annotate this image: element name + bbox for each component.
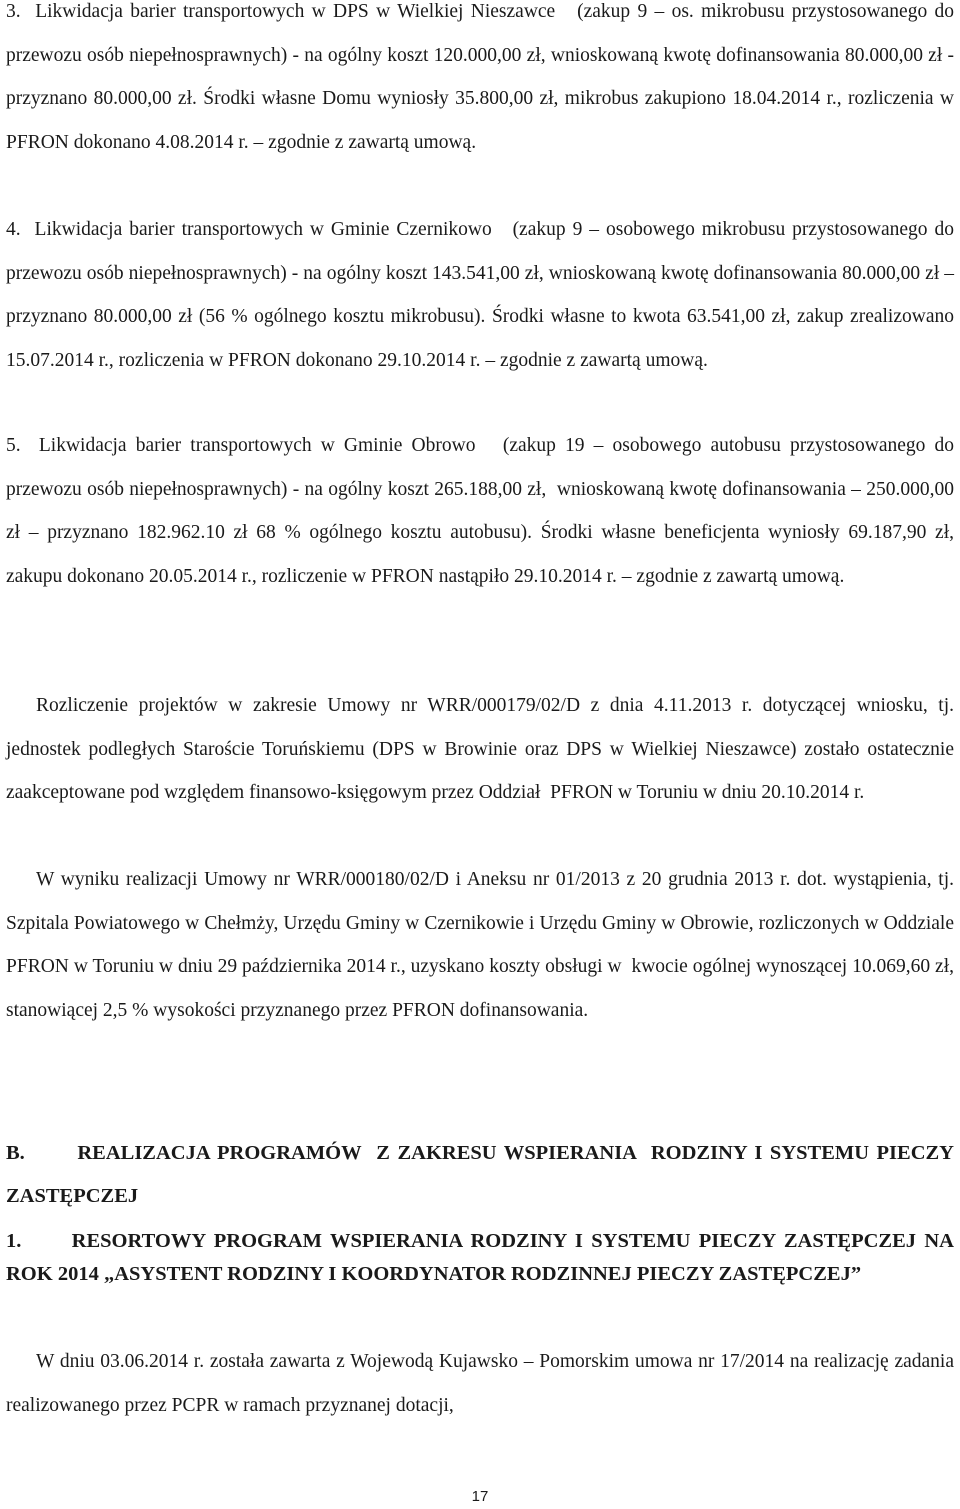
- paragraph-item-4: 4. Likwidacja barier transportowych w Gminie Czernikowo (zakup 9 – osobowego mikrobusu przystosowanego do przewozu osób niepełnosprawnych) - na ogólny koszt 143.541,00 zł, wnioskowaną kwotę dofinansowania 80.000,00 zł – przyznano 80.000,00 zł (56 % ogólnego kosztu mikrobusu). Środki własne to kwota 63.541,00 zł, zakup zrealizowano 15.07.2014 r., rozliczenia w PFRON dokonano 29.10.2014 r. – zgodnie z zawartą umową.: [6, 219, 954, 371]
- paragraph-settlement: Rozliczenie projektów w zakresie Umowy nr WRR/000179/02/D z dnia 4.11.2013 r. dotyczącej wniosku, tj. jednostek podległych Staroście Toruńskiemu (DPS w Browinie oraz DPS w Wielkiej Nieszawce) zostało ostatecznie zaakceptowane pod względem finansowo-księgowym przez Oddział PFRON w Toruniu w dniu 20.10.2014 r.: [6, 695, 954, 804]
- section-b-heading: B. REALIZACJA PROGRAMÓW Z ZAKRESU WSPIERANIA RODZINY I SYSTEMU PIECZY ZASTĘPCZEJ: [6, 1142, 954, 1207]
- paragraph-item-3: 3. Likwidacja barier transportowych w DPS w Wielkiej Nieszawce (zakup 9 – os. mikrobusu przystosowanego do przewozu osób niepełnosprawnych) - na ogólny koszt 120.000,00 zł, wnioskowaną kwotę dofinansowania 80.000,00 zł - przyznano 80.000,00 zł. Środki własne Domu wyniosły 35.800,00 zł, mikrobus zakupiono 18.04.2014 r., rozliczenia w PFRON dokonano 4.08.2014 r. – zgodnie z zawartą umową.: [6, 1, 954, 153]
- paragraph-result: W wyniku realizacji Umowy nr WRR/000180/02/D i Aneksu nr 01/2013 z 20 grudnia 2013 r. dot. wystąpienia, tj. Szpitala Powiatowego w Chełmży, Urzędu Gminy w Czernikowie i Urzędu Gminy w Obrowie, rozliczonych w Oddziale PFRON w Toruniu w dniu 29 października 2014 r., uzyskano koszty obsługi w kwocie ogólnej wynoszącej 10.069,60 zł, stanowiącej 2,5 % wysokości przyznanego przez PFRON dofinansowania.: [6, 869, 954, 1021]
- page-number: 17: [471, 1488, 489, 1505]
- paragraph-item-5: 5. Likwidacja barier transportowych w Gminie Obrowo (zakup 19 – osobowego autobusu przystosowanego do przewozu osób niepełnosprawnych) - na ogólny koszt 265.188,00 zł, wnioskowaną kwotę dofinansowania – 250.000,00 zł – przyznano 182.962.10 zł 68 % ogólnego kosztu autobusu). Środki własne beneficjenta wyniosły 69.187,90 zł, zakupu dokonano 20.05.2014 r., rozliczenie w PFRON nastąpiło 29.10.2014 r. – zgodnie z zawartą umową.: [6, 435, 954, 587]
- section-b-subheading: 1. RESORTOWY PROGRAM WSPIERANIA RODZINY I SYSTEMU PIECZY ZASTĘPCZEJ NA ROK 2014 „ASYSTENT RODZINY I KOORDYNATOR RODZINNEJ PIECZY ZASTĘPCZEJ”: [6, 1230, 954, 1285]
- paragraph-agreement: W dniu 03.06.2014 r. została zawarta z Wojewodą Kujawsko – Pomorskim umowa nr 17/2014 na realizację zadania realizowanego przez PCPR w ramach przyznanej dotacji,: [6, 1351, 954, 1416]
